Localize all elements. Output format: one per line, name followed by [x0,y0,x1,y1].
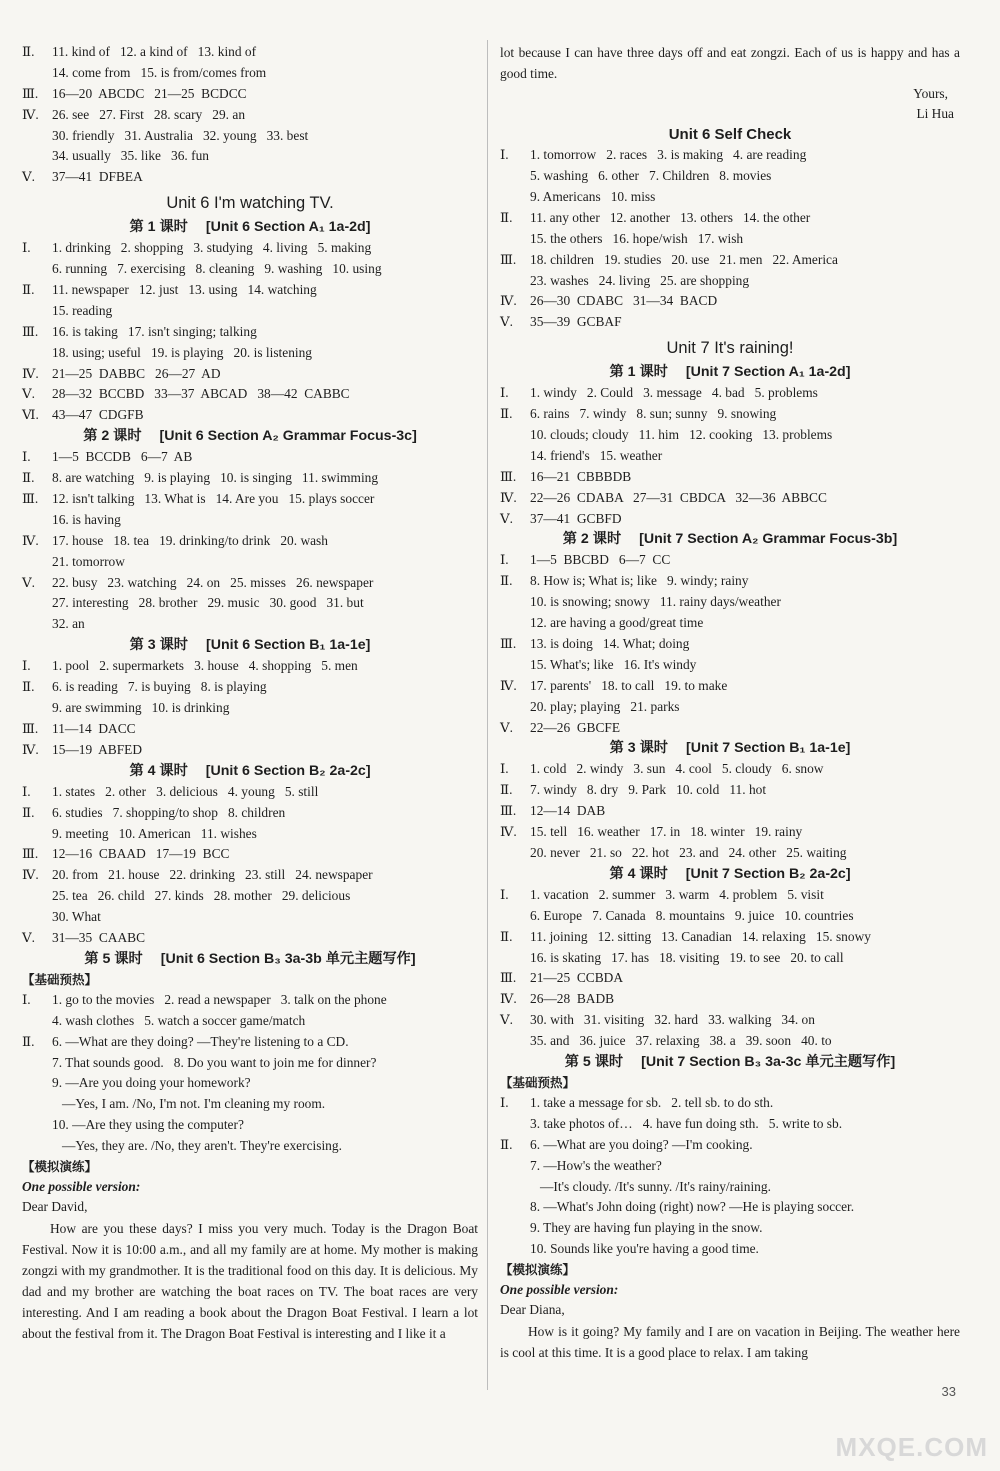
answer-row [22,1032,478,1053]
answer-text: 25. tea 26. child 27. kinds 28. mother 29. delicious [52,888,351,904]
answer-row [500,613,960,634]
answer-text: 15. tell 16. weather 17. in 18. winter 19. rainy [530,824,803,840]
answer-text: 6. —What are you doing? —I'm cooking. [530,1136,753,1152]
section-numeral: Ⅱ. [500,782,513,798]
answer-text: 17. house 18. tea 19. drinking/to drink 20. wash [52,532,328,548]
answer-row [22,698,478,719]
answer-row [22,259,478,280]
answer-text: 12. are having a good/great time [530,615,704,631]
answer-row [22,614,478,635]
answer-text: 30. with 31. visiting 32. hard 33. walking 34. on [530,1012,815,1028]
answer-text: 18. children 19. studies 20. use 21. men 22. America [530,251,838,267]
answer-text: 18. using; useful 19. is playing 20. is listening [52,344,312,360]
answer-row [500,968,960,989]
page-number: 33 [941,1384,956,1399]
answer-row [22,593,478,614]
section-numeral: Ⅰ. [500,147,509,163]
answer-text: 22—26 GBCFE [530,719,621,735]
answer-text: 21—25 CCBDA [530,970,624,986]
answer-text: 26—30 CDABC 31—34 BACD [530,293,718,309]
lesson-answers [500,550,960,738]
section-numeral: Ⅲ. [500,251,517,267]
answer-text: 12—14 DAB [530,803,606,819]
answer-row [500,822,960,843]
section-numeral: Ⅲ. [500,468,517,484]
unit-title: Unit 7 It's raining! [666,339,794,358]
letter-body-end: lot because I can have three days off and eat zongzi. Each of us is happy and has a good time. [500,45,960,82]
answer-text: 16. is taking 17. isn't singing; talking [52,323,257,339]
answer-row [500,592,960,613]
answer-row [22,405,478,426]
answer-text: 3. take photos of… 4. have fun doing sth. 5. write to sb. [530,1115,843,1131]
answer-text: 16—20 ABCDC 21—25 BCDCC [52,85,247,101]
lesson-heading: 第 1 课时 [Unit 6 Section A₁ 1a-2d] [129,219,371,236]
answer-text: 30. friendly 31. Australia 32. young 33. best [52,127,309,143]
section-numeral: Ⅲ. [22,85,39,101]
self-check-title: Unit 6 Self Check [668,126,792,144]
answer-text: 11. joining 12. sitting 13. Canadian 14. relaxing 15. snowy [530,928,871,944]
answer-row [500,801,960,822]
answer-row [500,446,960,467]
answer-row [500,634,960,655]
letter-body: How is it going? My family and I are on vacation in Beijing. The weather here is cool at this time. It is a good place to relax. I am taking [500,1324,960,1361]
answer-text: 7. windy 8. dry 9. Park 10. cold 11. hot [530,782,767,798]
answer-row [500,697,960,718]
answer-text: 26—28 BADB [530,991,615,1007]
answer-row [22,1136,478,1157]
answer-row [500,509,960,530]
right-column [500,42,960,1363]
answer-text: 1. go to the movies 2. read a newspaper 3. talk on the phone [52,991,387,1007]
answer-text: 11. any other 12. another 13. others 14. the other [530,209,811,225]
answer-row [22,803,478,824]
answer-text: 1. cold 2. windy 3. sun 4. cool 5. cloudy 6. snow [530,761,824,777]
answer-row [500,718,960,739]
answer-text: —Yes, I am. /No, I'm not. I'm cleaning my room. [52,1096,326,1112]
section-numeral: Ⅱ. [22,470,35,486]
answer-text: 12—16 CBAAD 17—19 BCC [52,846,230,862]
answer-row [22,1053,478,1074]
answer-row [500,906,960,927]
answer-row [500,208,960,229]
letter-closing: Yours, [913,86,948,102]
answer-row [22,865,478,886]
answer-row [500,780,960,801]
lesson-heading: 第 5 课时 [Unit 6 Section B₃ 3a-3b 单元主题写作] [84,950,416,967]
lesson-heading: 第 2 课时 [Unit 6 Section A₂ Grammar Focus-3c] [83,428,417,445]
answer-row [500,1218,960,1239]
answer-text: 27. interesting 28. brother 29. music 30. good 31. but [52,595,364,611]
answer-text: 15. What's; like 16. It's windy [530,656,697,672]
answer-text: 11. newspaper 12. just 13. using 14. watching [52,282,317,298]
answer-row [22,656,478,677]
lesson-answers [22,656,478,760]
letter-body: How are you these days? I miss you very much. Today is the Dragon Boat Festival. Now it is 10:00 a.m., and all my family are at home. My mother is making zongzi with my grandmother. It is the traditional food on this day. It is delicious. My dad and my brother are watching the boat races on TV. The boat races are very interesting. And I am reading a book about the Dragon Boat Festival. I learn a lot about the festival from it. The Dragon Boat Festival is interesting and I like it a [22,1220,478,1342]
answer-row [22,343,478,364]
answer-text: 21—25 DABBC 26—27 AD [52,365,221,381]
answer-row [22,1115,478,1136]
answer-row [22,782,478,803]
answer-text: 10. is snowing; snowy 11. rainy days/weather [530,594,781,610]
version-label: One possible version: [500,1282,619,1298]
answer-text: 13. is doing 14. What; doing [530,636,690,651]
section-numeral: Ⅰ. [22,783,31,799]
section-numeral: Ⅱ. [500,928,513,944]
answer-text: 6. is reading 7. is buying 8. is playing [52,679,267,695]
answer-text: 34. usually 35. like 36. fun [52,148,209,164]
answer-row [22,146,478,167]
section-numeral: Ⅰ. [500,886,509,902]
answer-row [22,301,478,322]
answer-text: 23. washes 24. living 25. are shopping [530,272,750,288]
answer-row [500,291,960,312]
section-tag: 【基础预热】 [22,972,98,987]
answer-text: 9. Americans 10. miss [530,188,656,204]
answer-row [22,1073,478,1094]
answer-text: 1. drinking 2. shopping 3. studying 4. living 5. making [52,240,372,256]
answer-row [500,145,960,166]
answer-row [500,1156,960,1177]
lesson-answers [500,759,960,863]
answer-text: —It's cloudy. /It's sunny. /It's rainy/raining. [530,1178,771,1194]
answer-text: 6. Europe 7. Canada 8. mountains 9. juice 10. countries [530,907,854,923]
lesson-heading: 第 4 课时 [Unit 7 Section B₂ 2a-2c] [609,865,851,882]
lesson-heading: 第 3 课时 [Unit 7 Section B₁ 1a-1e] [609,740,851,757]
answer-row [22,844,478,865]
answer-row [22,280,478,301]
section-numeral: Ⅱ. [22,1033,35,1049]
answer-text: 7. —How's the weather? [530,1157,662,1173]
answer-row [500,229,960,250]
section-numeral: Ⅲ. [500,970,517,986]
section-numeral: Ⅳ. [22,741,39,757]
site-watermark: MXQE.COM [835,1432,988,1462]
answer-row [22,126,478,147]
section-numeral: Ⅴ. [500,1012,514,1028]
answer-text: 15—19 ABFED [52,741,143,757]
answer-row [500,1239,960,1260]
answer-text: 35—39 GCBAF [530,314,622,330]
answer-row [22,384,478,405]
answer-text: 11. kind of 12. a kind of 13. kind of [52,44,257,59]
answer-row [22,928,478,949]
section-numeral: Ⅰ. [500,761,509,777]
answer-row [500,425,960,446]
answer-row [22,167,478,188]
section-numeral: Ⅴ. [500,719,514,735]
section-numeral: Ⅰ. [500,1095,509,1111]
answer-text: 37—41 DFBEA [52,169,143,185]
section-numeral: Ⅳ. [22,532,39,548]
section-numeral: Ⅱ. [22,679,35,695]
lesson-heading: 第 5 课时 [Unit 7 Section B₃ 3a-3c 单元主题写作] [564,1054,896,1071]
answer-text: 10. Sounds like you're having a good time. [530,1241,759,1257]
section-numeral: Ⅴ. [22,929,36,945]
answer-text: 9. They are having fun playing in the snow. [530,1220,763,1236]
answer-row [500,404,960,425]
lesson-answers [22,782,478,949]
answer-text: 22—26 CDABA 27—31 CBDCA 32—36 ABBCC [530,489,827,505]
section-numeral: Ⅵ. [22,407,39,423]
answer-row [500,989,960,1010]
answer-row [500,655,960,676]
answer-text: 14. friend's 15. weather [530,447,663,463]
answer-text: 1. pool 2. supermarkets 3. house 4. shopping 5. men [52,658,358,674]
answer-row [500,1177,960,1198]
answer-text: 14. come from 15. is from/comes from [52,64,267,80]
lesson-answers [500,885,960,1052]
lesson-answers [500,383,960,529]
answer-row [500,271,960,292]
lesson-answers [22,990,478,1157]
answer-text: 32. an [52,616,85,632]
lesson-heading: 第 1 课时 [Unit 7 Section A₁ 1a-2d] [609,364,851,381]
section-numeral: Ⅰ. [22,991,31,1007]
answer-text: 8. How is; What is; like 9. windy; rainy [530,573,749,589]
answer-row [22,489,478,510]
letter-greeting: Dear Diana, [500,1302,565,1318]
answer-row [22,573,478,594]
answer-row [22,63,478,84]
answer-text: 16—21 CBBBDB [530,468,632,484]
answer-row [22,824,478,845]
answer-text: 7. That sounds good. 8. Do you want to join me for dinner? [52,1054,377,1070]
section-numeral: Ⅱ. [500,573,513,589]
left-column [22,42,478,1344]
section-numeral: Ⅴ. [22,169,36,185]
answer-text: 20. play; playing 21. parks [530,698,680,714]
section-numeral: Ⅱ. [500,1136,513,1152]
answer-text: 9. —Are you doing your homework? [52,1075,251,1091]
answer-row [500,187,960,208]
answer-row [500,467,960,488]
answer-row [22,364,478,385]
answer-row [22,447,478,468]
section-numeral: Ⅱ. [500,406,513,422]
section-numeral: Ⅳ. [500,824,517,840]
section-numeral: Ⅰ. [22,449,31,465]
answer-row [500,550,960,571]
answer-text: 16. is having [52,511,121,527]
answer-row [500,676,960,697]
answer-text: 15. reading [52,302,113,318]
answer-row [500,1135,960,1156]
answer-row [22,84,478,105]
lesson-heading: 第 2 课时 [Unit 7 Section A₂ Grammar Focus-3b] [562,531,898,548]
section-numeral: Ⅲ. [22,323,39,339]
answer-text: 31—35 CAABC [52,929,146,945]
answer-row [22,531,478,552]
answer-row [22,322,478,343]
answer-row [500,843,960,864]
answer-row [22,677,478,698]
lesson-answers [500,1093,960,1260]
version-label: One possible version: [22,1178,141,1194]
answer-text: 9. meeting 10. American 11. wishes [52,825,257,841]
answer-text: 26. see 27. First 28. scary 29. an [52,106,246,122]
answer-row [500,1197,960,1218]
letter-signature: Li Hua [916,106,954,122]
self-check-answers [500,145,960,333]
answer-text: 1—5 BCCDB 6—7 AB [52,449,193,465]
answer-text: 20. from 21. house 22. drinking 23. still 24. newspaper [52,867,373,883]
answer-text: 1—5 BBCBD 6—7 CC [530,552,671,568]
section-numeral: Ⅴ. [500,314,514,330]
answer-text: 43—47 CDGFB [52,407,144,423]
answer-row [500,948,960,969]
answer-text: 22. busy 23. watching 24. on 25. misses 26. newspaper [52,574,374,590]
answer-text: 37—41 GCBFD [530,510,622,526]
answer-text: 10. clouds; cloudy 11. him 12. cooking 13. problems [530,426,833,442]
answer-text: 6. rains 7. windy 8. sun; sunny 9. snowing [530,406,777,422]
section-numeral: Ⅰ. [500,552,509,568]
section-numeral: Ⅴ. [22,386,36,402]
answer-row [22,719,478,740]
lesson-answers [22,447,478,635]
section-numeral: Ⅳ. [500,293,517,309]
section-numeral: Ⅰ. [22,240,31,256]
answer-row [500,571,960,592]
answer-text: 1. vacation 2. summer 3. warm 4. problem 5. visit [530,886,824,902]
section-numeral: Ⅲ. [22,491,39,507]
answer-row [22,238,478,259]
answer-row [500,312,960,333]
answer-text: 20. never 21. so 22. hot 23. and 24. other 25. waiting [530,845,847,861]
section-tag: 【模拟演练】 [22,1159,98,1174]
section-numeral: Ⅳ. [22,106,39,122]
section-numeral: Ⅴ. [500,510,514,526]
section-numeral: Ⅰ. [22,658,31,674]
answer-row [500,759,960,780]
answer-text: 35. and 36. juice 37. relaxing 38. a 39. soon 40. to [530,1033,832,1049]
answer-text: 6. —What are they doing? —They're listening to a CD. [52,1033,349,1049]
answer-row [22,552,478,573]
answer-row [500,927,960,948]
section-numeral: Ⅲ. [500,803,517,819]
unit-title: Unit 6 I'm watching TV. [166,194,334,213]
answer-text: 8. —What's John doing (right) now? —He is playing soccer. [530,1199,855,1215]
section-numeral: Ⅱ. [22,282,35,298]
answer-row [22,1094,478,1115]
section-numeral: Ⅲ. [22,846,39,862]
lesson-heading: 第 3 课时 [Unit 6 Section B₁ 1a-1e] [129,637,371,654]
answer-row [22,1011,478,1032]
answer-row [22,740,478,761]
section-numeral: Ⅲ. [500,636,517,651]
answer-row [500,1114,960,1135]
answer-text: 17. parents' 18. to call 19. to make [530,677,728,693]
unit5-tail [22,42,478,188]
answer-row [22,510,478,531]
answer-row [22,990,478,1011]
section-numeral: Ⅱ. [22,44,35,59]
answer-text: 10. —Are they using the computer? [52,1117,244,1133]
section-tag: 【基础预热】 [500,1076,576,1091]
answer-text: 11—14 DACC [52,720,136,736]
section-numeral: Ⅳ. [500,991,517,1007]
answer-row [500,885,960,906]
section-numeral: Ⅳ. [500,677,517,693]
answer-row [22,468,478,489]
answer-text: 8. are watching 9. is playing 10. is singing 11. swimming [52,470,379,486]
section-numeral: Ⅴ. [22,574,36,590]
section-numeral: Ⅳ. [22,867,39,883]
lesson-heading: 第 4 课时 [Unit 6 Section B₂ 2a-2c] [129,762,371,779]
answer-text: 16. is skating 17. has 18. visiting 19. to see 20. to call [530,949,844,965]
answer-row [500,250,960,271]
answer-row [22,105,478,126]
section-numeral: Ⅱ. [500,209,513,225]
section-numeral: Ⅰ. [500,385,509,401]
answer-text: 9. are swimming 10. is drinking [52,700,230,716]
answer-text: 12. isn't talking 13. What is 14. Are you 15. plays soccer [52,491,375,507]
lesson-answers [22,238,478,426]
answer-text: 15. the others 16. hope/wish 17. wish [530,230,744,246]
section-numeral: Ⅱ. [22,804,35,820]
section-numeral: Ⅳ. [22,365,39,381]
answer-text: 6. running 7. exercising 8. cleaning 9. washing 10. using [52,261,382,277]
answer-row [22,886,478,907]
answer-row [22,42,478,63]
answer-text: 1. windy 2. Could 3. message 4. bad 5. problems [530,385,818,401]
answer-text: 1. take a message for sb. 2. tell sb. to do sth. [530,1095,774,1111]
column-divider [487,40,488,1390]
section-tag: 【模拟演练】 [500,1263,576,1278]
answer-text: 28—32 BCCBD 33—37 ABCAD 38—42 CABBC [52,386,350,402]
answer-row [22,907,478,928]
answer-row [500,1093,960,1114]
answer-text: 1. states 2. other 3. delicious 4. young 5. still [52,783,319,799]
section-numeral: Ⅳ. [500,489,517,505]
section-numeral: Ⅲ. [22,720,39,736]
answer-text: —Yes, they are. /No, they aren't. They're exercising. [52,1138,342,1154]
answer-text: 6. studies 7. shopping/to shop 8. children [52,804,286,820]
answer-text: 4. wash clothes 5. watch a soccer game/match [52,1012,306,1028]
answer-text: 1. tomorrow 2. races 3. is making 4. are reading [530,147,807,163]
answer-text: 21. tomorrow [52,553,125,569]
answer-row [500,1010,960,1031]
answer-text: 5. washing 6. other 7. Children 8. movies [530,168,772,184]
answer-row [500,383,960,404]
answer-row [500,166,960,187]
answer-text: 30. What [52,909,101,925]
letter-greeting: Dear David, [22,1198,88,1214]
answer-row [500,1031,960,1052]
answer-row [500,488,960,509]
